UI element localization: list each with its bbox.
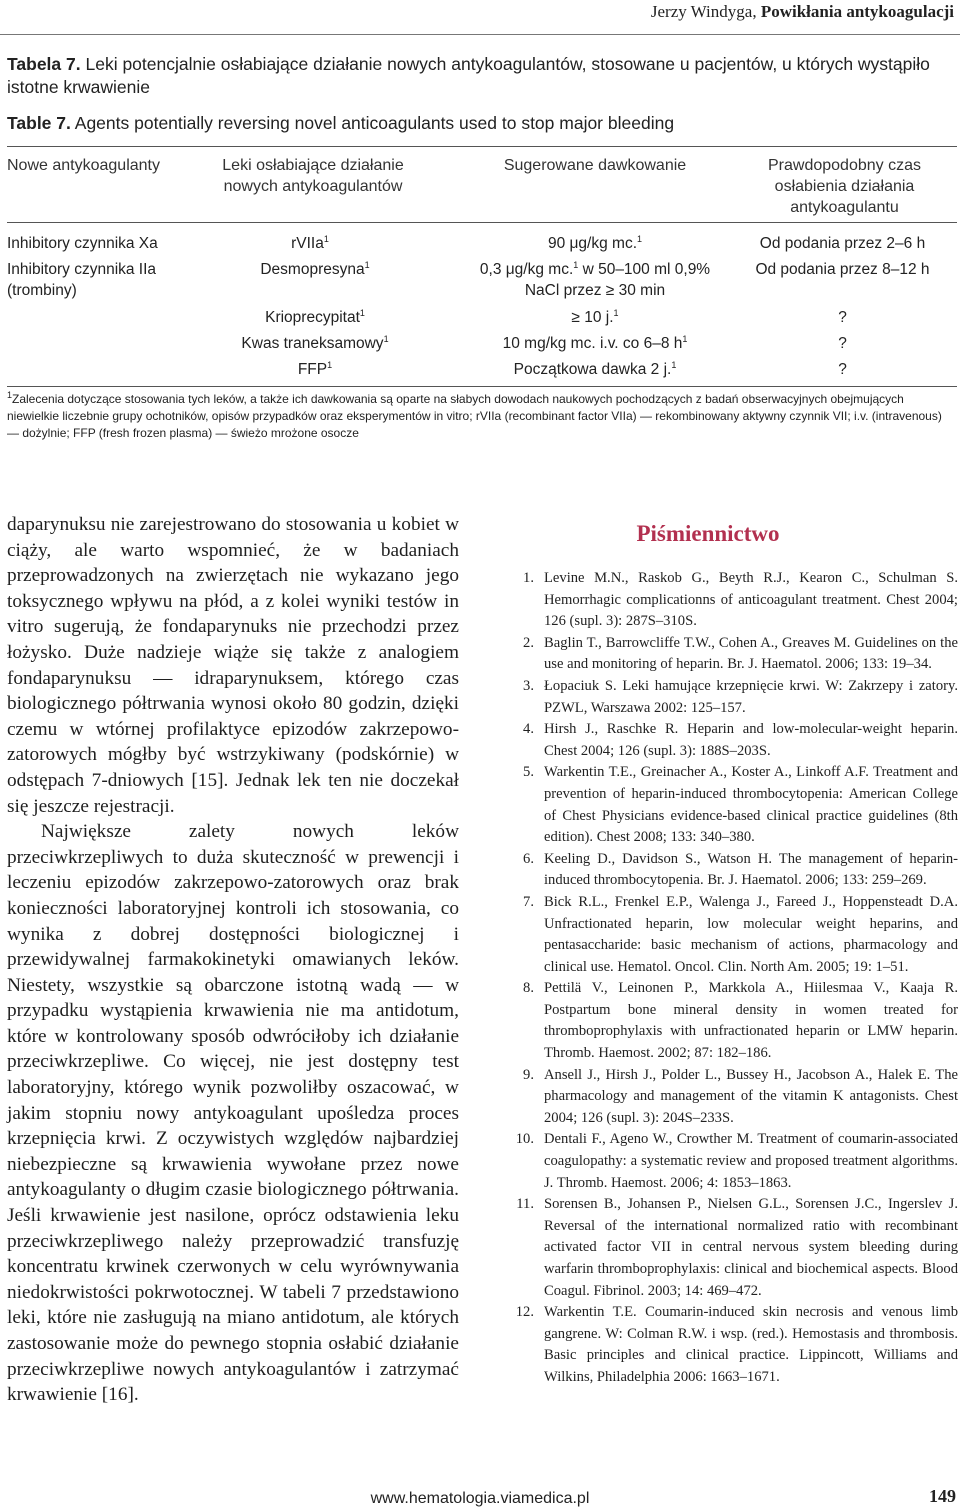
- header-author: Jerzy Windyga,: [650, 2, 757, 21]
- article-body: [7, 512, 459, 1408]
- page-number: 149: [929, 1486, 956, 1506]
- table-header-cell: Nowe antykoagulanty: [7, 157, 160, 174]
- reference-item: 2. Baglin T., Barrowcliffe T.W., Cohen A., Greaves M. Guidelines on the use and monitoring of heparin. Br. J. Haematol. 2006; 133: 19–34.: [523, 634, 958, 673]
- table-cell-reversal-agent: Krioprecypitat$^1$: [265, 307, 365, 326]
- references-list: [510, 568, 958, 1389]
- table-bottom-rule: [7, 386, 957, 387]
- table-cell-dosing: 0,3 μg/kg mc.$^1$ w 50–100 ml 0,9% NaCl przez ≥ 30 min: [479, 259, 711, 299]
- header-title: Powikłania antykoagulacji: [760, 2, 954, 21]
- table-caption-en: [7, 112, 957, 135]
- table-caption-en-text: Agents potentially reversing novel anticoagulants used to stop major bleeding: [74, 113, 675, 133]
- table-top-rule: [7, 146, 957, 147]
- running-header: [651, 2, 954, 22]
- table-cell-duration: ?: [838, 309, 847, 326]
- table-caption-pl-label: Tabela 7.: [7, 54, 81, 74]
- table-cell-dosing: ≥ 10 j.$^1$: [571, 307, 619, 326]
- table-caption-en-label: Table 7.: [7, 113, 71, 133]
- reference-item: 11. Sorensen B., Johansen P., Nielsen G.L., Sorensen J.C., Ingerslev J. Reversal of the international normalized ratio with recombinant activated factor VII in central nervous system bleeding during warfarin thromboprophylaxis: clinical and biochemical aspects. Blood Coagul. Fibrinol. 2003; 14: 469–472.: [516, 1196, 958, 1299]
- table-cell-duration: Od podania przez 8–12 h: [755, 261, 930, 278]
- table-cell-reversal-agent: Kwas traneksamowy$^1$: [241, 333, 389, 352]
- reference-item: 3. Łopaciuk S. Leki hamujące krzepnięcie krwi. W: Zakrzepy i zatory. PZWL, Warszawa 2002: 125–157.: [523, 677, 958, 716]
- reference-item: 9. Ansell J., Hirsh J., Polder L., Bussey H., Jacobson A., Halek E. The pharmacology and management of the vitamin K antagonists. Chest 2004; 126 (supl. 3): 204S–233S.: [523, 1066, 958, 1126]
- table-header-rule: [7, 222, 957, 223]
- table-header-cell: Prawdopodobny czas osłabienia działania antykoagulantu: [768, 157, 921, 216]
- table-cell-agent: Inhibitory czynnika IIa (trombiny): [7, 261, 157, 299]
- table-cell-dosing: Początkowa dawka 2 j.$^1$: [513, 359, 677, 378]
- table-cell-duration: ?: [838, 335, 847, 352]
- body-paragraph: daparynuksu nie zarejestrowano do stosowania u kobiet w ciąży, ale warto wspomnieć, że w badaniach przeprowadzonych na zwierzętach nie wykazano jego toksycznego wpływu na płód, a z kolei wyniki testów in vitro sugerują, że fondaparynuks nie przechodzi przez łożysko. Duże nadzieje wiąże się także z analogiem fondaparynuksu — idraparynuksem, którego czas biologicznego półtrwania wynosi około 80 godzin, dzięki czemu w wtórnej profilaktyce epizodów zakrzepowo-zatorowych mógłby być wstrzykiwany (podskórnie) w odstępach 7-dniowych [15]. Jednak lek ten nie doczekał się jeszcze rejestracji.: [7, 514, 459, 817]
- table-cell-reversal-agent: FFP$^1$: [297, 359, 333, 378]
- body-paragraph: Największe zalety nowych leków przeciwkrzepliwych to duża skuteczność w prewencji i leczeniu epizodów zakrzepowo-zatorowych oraz brak konieczności laboratoryjnej kontroli ich stosowania, co wynika z dobrej dostępności biologicznej i przewidywalnej farmakokinetyki omawianych leków. Niestety, wszystkie są obarczone istotną wadą — w przypadku wystąpienia krwawienia nie ma antidotum, które w kontrolowany sposób odwróciłoby ich działanie przeciwkrzepliwe. Co więcej, nie jest dostępny test laboratoryjny, którego wynik pozwoliłby oszacować, w jakim stopniu nowy antykoagulant upośledza proces krzepnięcia krwi. Z oczywistych względów najbardziej niebezpieczne są krwawienia wywołane przez nowe antykoagulanty o długim czasie biologicznego półtrwania. Jeśli krwawienie jest nasilone, oprócz odstawienia leku przeciwkrzepliwego należy przeprowadzić transfuzję koncentratu krwinek czerwonych w celu wyrównywania niedokrwistości pokrwotocznej. W tabeli 7 przedstawiono leki, które nie zasługują na miano antidotum, ale których zastosowanie może do pewnego stopnia osłabić działanie przeciwkrzepliwe nowych antykoagulantów i zatrzymać krwawienie [16].: [7, 821, 459, 1406]
- reference-item: 12. Warkentin T.E. Coumarin-induced skin necrosis and venous limb gangrene. W: Colman R.W. i wsp. (red.). Hemostasis and thrombosis. Basic principles and clinical practice. Lippincott, Williams and Wilkins, Philadelphia 2006: 1663–1671.: [515, 1304, 958, 1385]
- table-caption-pl: [7, 53, 957, 99]
- table-cell-reversal-agent: rVIIa$^1$: [291, 233, 329, 252]
- reference-item: 8. Pettilä V., Leinonen P., Markkola A., Hiilesmaa V., Kaaja R. Postpartum bone mineral density in women treated for thromboprophylaxis with unfractionated heparin or LMW heparin. Thromb. Haemost. 2002; 87: 182–186.: [523, 980, 958, 1062]
- reference-item: 7. Bick R.L., Frenkel E.P., Walenga J., Fareed J., Hoppensteadt D.A. Unfractionated heparin, low molecular weight heparins, and pentasaccharide: basic mechanism of actions, pharmacology and clinical use. Hematol. Oncol. Clin. North Am. 2005; 19: 1–51.: [523, 893, 958, 975]
- table-cell-duration: ?: [838, 361, 847, 378]
- table-footnote: $^1$Zalecenia dotyczące stosowania tych leków, a także ich dawkowania są oparte na słabych dowodach naukowych pochodzących z badań obserwacyjnych obejmujących niewielkie liczebnie grupy ochotników, opisów przypadków oraz eksperymentów in vitro; rVIIa (recombinant factor VIIa) — rekombinowany aktywny czynnik VII; i.v. (intravenous) — dożylnie; FFP (fresh frozen plasma) — świeżo mrożone osocze: [7, 390, 942, 440]
- reference-item: 6. Keeling D., Davidson S., Watson H. The management of heparin-induced thrombocytopenia. Br. J. Haematol. 2006; 133: 259–269.: [523, 850, 958, 889]
- footer-url[interactable]: www.hematologia.viamedica.pl: [370, 1490, 590, 1507]
- table-cell-duration: Od podania przez 2–6 h: [759, 235, 926, 252]
- table-cell-dosing: 10 mg/kg mc. i.v. co 6–8 $h^1$: [502, 333, 688, 352]
- references-title: Piśmiennictwo: [636, 521, 780, 546]
- header-rule: [0, 34, 960, 35]
- table-cell-reversal-agent: Desmopresyna$^1$: [260, 259, 370, 278]
- reference-item: 4. Hirsh J., Raschke R. Heparin and low-molecular-weight heparin. Chest 2004; 126 (supl. 3): 188S–203S.: [523, 721, 958, 759]
- reference-item: 10. Dentali F., Ageno W., Crowther M. Treatment of coumarin-associated coagulopathy: a systematic review and proposed treatment algorithms. J. Thromb. Haemost. 2006; 4: 1853–1863.: [515, 1131, 958, 1191]
- reference-item: 5. Warkentin T.E., Greinacher A., Koster A., Linkoff A.F. Treatment and prevention of heparin-induced thrombocytopenia: American College of Chest Physicians evidence-based clinical practice guidelines (8th edition). Chest 2008; 133: 340–380.: [523, 764, 958, 846]
- table-header-cell: Sugerowane dawkowanie: [503, 157, 687, 174]
- table-header-cell: Leki osłabiające działanie nowych antykoagulantów: [222, 157, 404, 195]
- reference-item: 1. Levine M.N., Raskob G., Beyth R.J., Kearon C., Schulman S. Hemorrhagic complicationns of anticoagulant treatment. Chest 2004; 126 (supl. 3): 287S–310S.: [523, 570, 958, 630]
- table-cell-dosing: 90 μg/kg mc.$^1$: [547, 233, 643, 252]
- table-caption-pl-text: Leki potencjalnie osłabiające działanie nowych antykoagulantów, stosowane u pacjentów, u których wystąpiło istotne krwawienie: [7, 54, 930, 97]
- table-cell-agent: Inhibitory czynnika Xa: [7, 235, 158, 252]
